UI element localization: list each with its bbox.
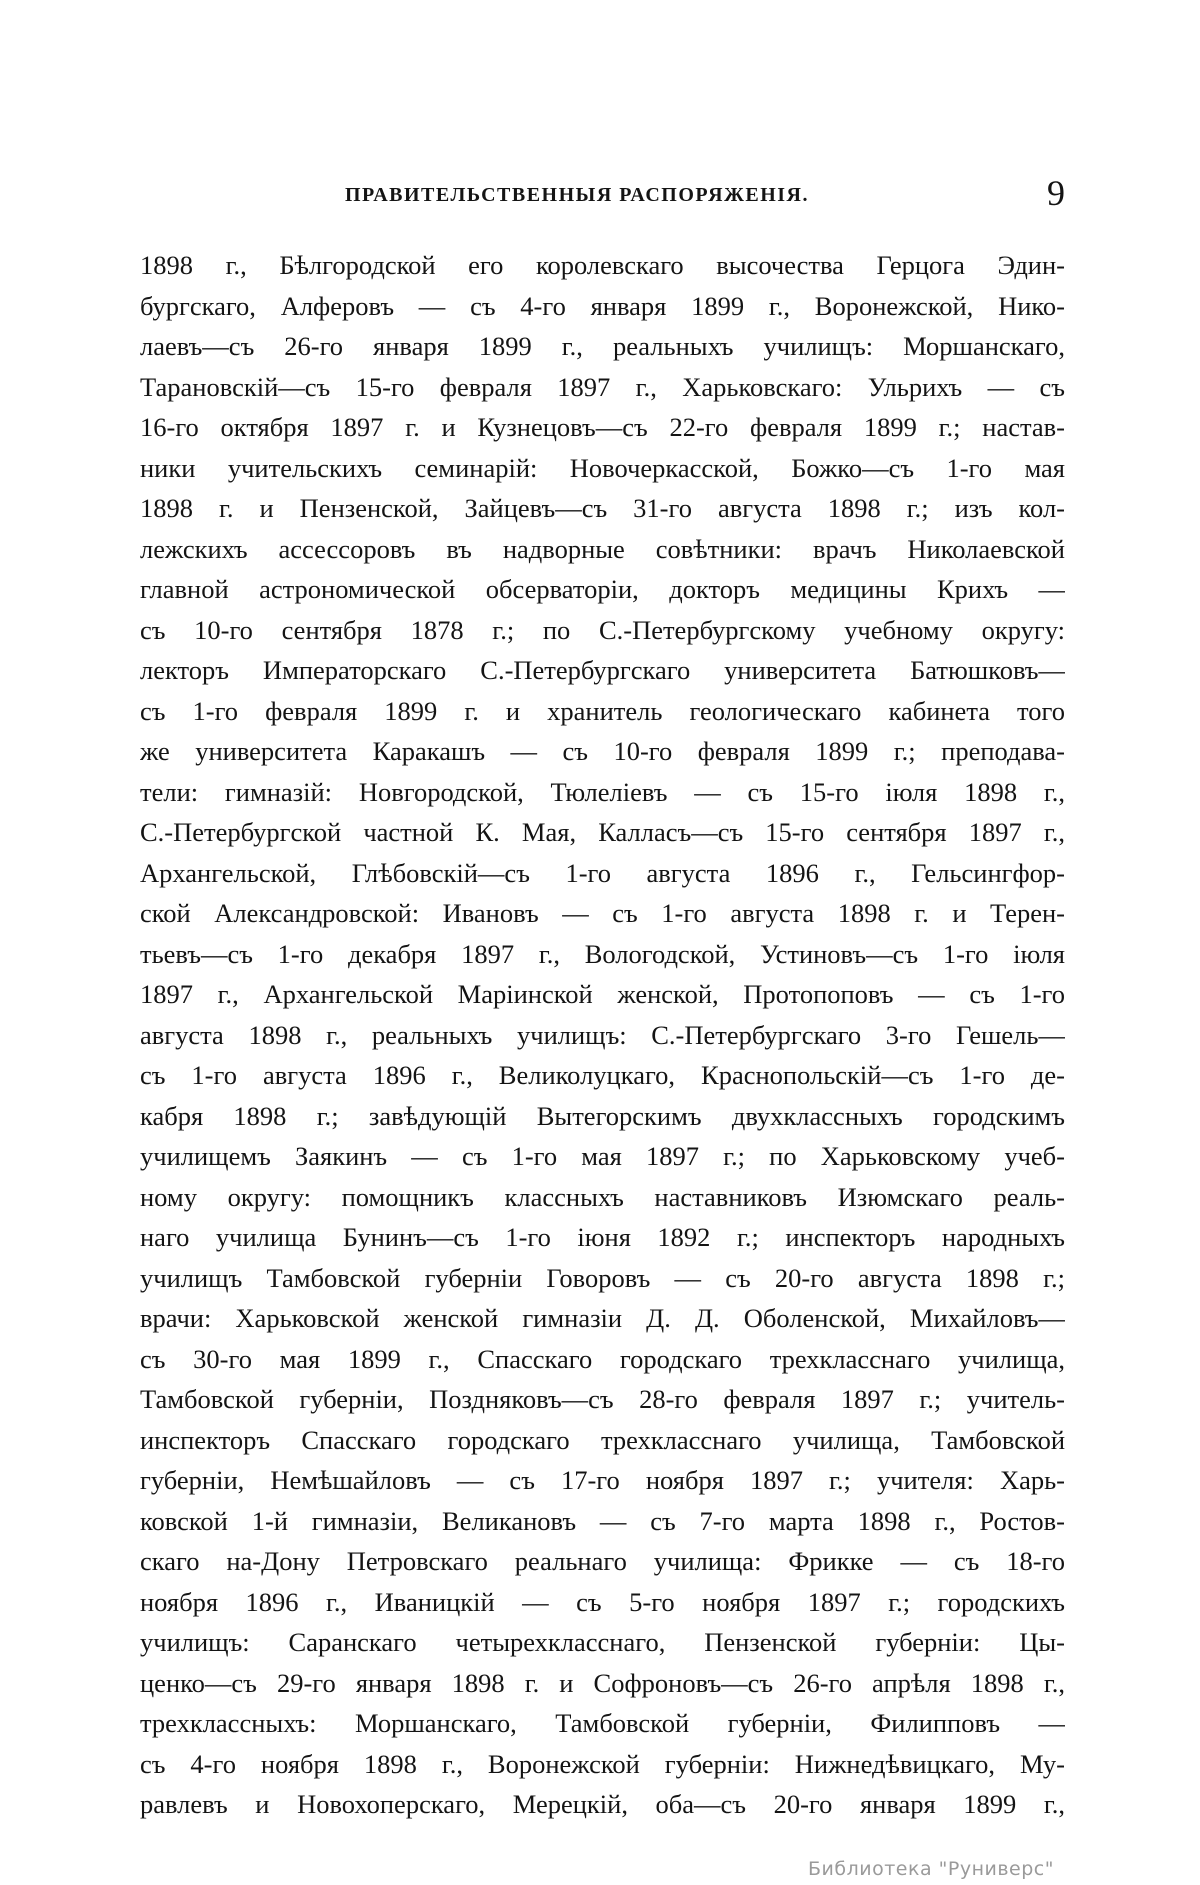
text-line: съ 30-го мая 1899 г., Спасскаго городскаго трехкласснаго училища, xyxy=(140,1343,1065,1374)
text-line: августа 1898 г., реальныхъ училищъ: С.-Петербургскаго 3-го Гешель— xyxy=(140,1019,1065,1050)
text-line: равлевъ и Новохоперскаго, Мерецкій, оба—съ 20-го января 1899 г., xyxy=(140,1789,1065,1819)
text-line: ному округу: помощникъ классныхъ наставниковъ Изюмскаго реаль- xyxy=(140,1181,1065,1212)
text-line: съ 1-го августа 1896 г., Великолуцкаго, Краснопольскій—съ 1-го де- xyxy=(140,1060,1065,1090)
text-line: скаго на-Дону Петровскаго реальнаго училища: Фрикке — съ 18-го xyxy=(140,1546,1065,1576)
text-line: 16-го октября 1897 г. и Кузнецовъ—съ 22-го февраля 1899 г.; настав- xyxy=(140,412,1065,442)
text-line: ценко—съ 29-го января 1898 г. и Софроновъ—съ 26-го апрѣля 1898 г., xyxy=(140,1667,1065,1698)
text-line: главной астрономической обсерваторіи, докторъ медицины Крихъ — xyxy=(140,574,1065,604)
running-head xyxy=(140,173,1065,220)
text-line: же университета Каракашъ — съ 10-го февраля 1899 г.; преподава- xyxy=(140,736,1065,766)
text-line: трехклассныхъ: Моршанскаго, Тамбовской губерніи, Филипповъ — xyxy=(140,1708,1065,1738)
text-line: Тарановскій—съ 15-го февраля 1897 г., Харьковскаго: Ульрихъ — съ xyxy=(140,371,1065,402)
library-watermark: Библиотека "Руниверс" xyxy=(808,1858,1054,1880)
text-line: съ 1-го февраля 1899 г. и хранитель геологическаго кабинета того xyxy=(140,695,1065,726)
text-line: съ 4-го ноября 1898 г., Воронежской губерніи: Нижнедѣвицкаго, Му- xyxy=(140,1748,1065,1779)
text-line: Тамбовской губерніи, Поздняковъ—съ 28-го февраля 1897 г.; учитель- xyxy=(140,1384,1065,1414)
text-line: Архангельской, Глѣбовскій—съ 1-го августа 1896 г., Гельсингфор- xyxy=(140,857,1065,888)
text-line: врачи: Харьковской женской гимназіи Д. Д. Оболенской, Михайловъ— xyxy=(140,1303,1065,1333)
text-line: 1897 г., Архангельской Маріинской женской, Протопоповъ — съ 1-го xyxy=(140,979,1065,1009)
text-line: инспекторъ Спасскаго городскаго трехкласснаго училища, Тамбовской xyxy=(140,1424,1065,1455)
text-line: губерніи, Немѣшайловъ — съ 17-го ноября 1897 г.; учителя: Харь- xyxy=(140,1465,1065,1495)
page-number: 9 xyxy=(1047,173,1065,213)
text-line: наго училища Бунинъ—съ 1-го іюня 1892 г.; инспекторъ народныхъ xyxy=(140,1222,1065,1252)
text-line: съ 10-го сентября 1878 г.; по С.-Петербургскому учебному округу: xyxy=(140,614,1065,645)
text-line: бургскаго, Алферовъ — съ 4-го января 1899 г., Воронежской, Нико- xyxy=(140,290,1065,321)
text-line: кабря 1898 г.; завѣдующій Вытегорскимъ двухклассныхъ городскимъ xyxy=(140,1100,1065,1131)
text-line: училищемъ Заякинъ — съ 1-го мая 1897 г.; по Харьковскому учеб- xyxy=(140,1141,1065,1171)
text-line: лаевъ—съ 26-го января 1899 г., реальныхъ училищъ: Моршанскаго, xyxy=(140,331,1065,361)
running-title: ПРАВИТЕЛЬСТВЕННЫЯ РАСПОРЯЖЕНІЯ. xyxy=(345,184,809,206)
text-line: тели: гимназій: Новгородской, Тюлеліевъ — съ 15-го іюля 1898 г., xyxy=(140,776,1065,807)
text-line: ской Александровской: Ивановъ — съ 1-го августа 1898 г. и Терен- xyxy=(140,898,1065,928)
text-line: училищъ Тамбовской губерніи Говоровъ — съ 20-го августа 1898 г.; xyxy=(140,1262,1065,1293)
body-text xyxy=(140,245,1065,1825)
text-line: лежскихъ ассессоровъ въ надворные совѣтники: врачъ Николаевской xyxy=(140,533,1065,564)
text-line: ковской 1-й гимназіи, Великановъ — съ 7-го марта 1898 г., Ростов- xyxy=(140,1505,1065,1536)
text-line: С.-Петербургской частной К. Мая, Калласъ—съ 15-го сентября 1897 г., xyxy=(140,817,1065,847)
text-line: ники учительскихъ семинарій: Новочеркасской, Божко—съ 1-го мая xyxy=(140,452,1065,483)
text-line: 1898 г. и Пензенской, Зайцевъ—съ 31-го августа 1898 г.; изъ кол- xyxy=(140,493,1065,523)
text-line: лекторъ Императорскаго С.-Петербургскаго университета Батюшковъ— xyxy=(140,655,1065,685)
text-line: 1898 г., Бѣлгородской его королевскаго высочества Герцога Эдин- xyxy=(140,250,1065,280)
text-line: училищъ: Саранскаго четырехкласснаго, Пензенской губерніи: Цы- xyxy=(140,1627,1065,1657)
text-line: ноября 1896 г., Иваницкій — съ 5-го ноября 1897 г.; городскихъ xyxy=(140,1586,1065,1617)
text-line: тьевъ—съ 1-го декабря 1897 г., Вологодской, Устиновъ—съ 1-го іюля xyxy=(140,938,1065,969)
